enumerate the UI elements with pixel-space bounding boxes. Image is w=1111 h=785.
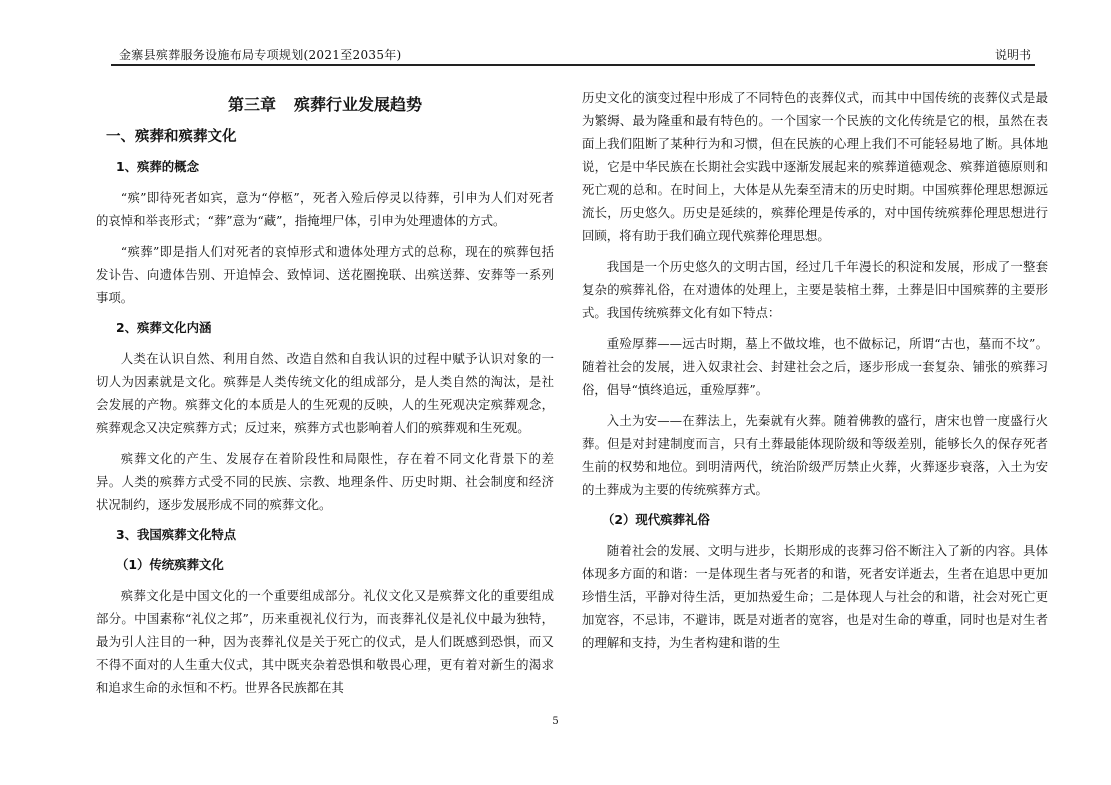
paragraph: “殡”即待死者如宾，意为“停柩”，死者入殓后停灵以待葬，引申为人们对死者的哀悼和举丧形式；“葬”意为“藏”，指掩埋尸体，引申为处理遗体的方式。 xyxy=(96,190,554,228)
paragraph: 殡葬文化是中国文化的一个重要组成部分。礼仪文化又是殡葬文化的重要组成部分。中国素称“礼仪之邦”，历来重视礼仪行为，而丧葬礼仪是礼仪中最为独特，最为引人注目的一种，因为丧葬礼仪是关于死亡的仪式，是人们既感到恐惧，而又不得不面对的人生重大仪式，其中既夹杂着恐惧和敬畏心理，更有着对新生的渴求和追求生命的永恒和不朽。世界各民族都在其 xyxy=(96,588,554,695)
paragraph: 殡葬文化的产生、发展存在着阶段性和局限性，存在着不同文化背景下的差异。人类的殡葬方式受不同的民族、宗教、地理条件、历史时期、社会制度和经济状况制约，逐步发展形成不同的殡葬文化。 xyxy=(96,451,554,512)
document-title: 金寨县殡葬服务设施布局专项规划(2021至2035年) xyxy=(119,48,402,62)
paragraph: 人类在认识自然、利用自然、改造自然和自我认识的过程中赋予认识对象的一切人为因素就是文化。殡葬是人类传统文化的组成部分，是人类自然的淘汰，是社会发展的产物。殡葬文化的本质是人的生死观的反映，人的生死观决定殡葬观念，殡葬观念又决定殡葬方式；反过来，殡葬方式也影响着人们的殡葬观和生死观。 xyxy=(96,351,554,435)
paragraph: “殡葬”即是指人们对死者的哀悼形式和遗体处理方式的总称，现在的殡葬包括发讣告、向遗体告别、开追悼会、致悼词、送花圈挽联、出殡送葬、安葬等一系列事项。 xyxy=(96,244,554,305)
chapter-number: 第三章 xyxy=(227,95,276,114)
subsection-heading: 3、我国殡葬文化特点 xyxy=(116,527,237,542)
right-column xyxy=(582,86,1048,662)
paragraph: 入土为安——在葬法上，先秦就有火葬。随着佛教的盛行，唐宋也曾一度盛行火葬。但是对封建制度而言，只有土葬最能体现阶级和等级差别，能够长久的保存死者生前的权势和地位。到明清两代，统治阶级严厉禁止火葬，火葬逐步衰落，入土为安的土葬成为主要的传统殡葬方式。 xyxy=(582,413,1048,497)
left-column xyxy=(96,86,554,707)
paragraph: 我国是一个历史悠久的文明古国，经过几千年漫长的积淀和发展，形成了一整套复杂的殡葬礼俗，在对遗体的处理上，主要是装棺土葬，土葬是旧中国殡葬的主要形式。我国传统殡葬文化有如下特点： xyxy=(582,259,1048,320)
page-number: 5 xyxy=(552,716,559,727)
subsection-heading: （2）现代殡葬礼俗 xyxy=(602,512,710,527)
subsection-heading: 2、殡葬文化内涵 xyxy=(116,320,212,335)
page-header xyxy=(111,44,1035,66)
paragraph: 随着社会的发展、文明与进步，长期形成的丧葬习俗不断注入了新的内容。具体体现多方面的和谐：一是体现生者与死者的和谐，死者安详逝去，生者在追思中更加珍惜生活，平静对待生活，更加热爱生命；二是体现人与社会的和谐，社会对死亡更加宽容，不忌讳，不避讳，既是对逝者的宽容，也是对生命的尊重，同时也是对生者的理解和支持，为生者构建和谐的生 xyxy=(582,543,1048,650)
subsection-heading: 1、殡葬的概念 xyxy=(116,159,199,174)
section-heading: 一、殡葬和殡葬文化 xyxy=(106,129,237,145)
paragraph-continued: 历史文化的演变过程中形成了不同特色的丧葬仪式，而其中中国传统的丧葬仪式是最为繁缛、最为隆重和最有特色的。一个国家一个民族的文化传统是它的根，虽然在表面上我们阻断了某种行为和习惯，但在民族的心理上我们不可能轻易地了断。具体地说，它是中华民族在长期社会实践中逐渐发展起来的殡葬道德观念、殡葬道德原则和死亡观的总和。在时间上，大体是从先秦至清末的历史时期。中国殡葬伦理思想源远流长，历史悠久。历史是延续的，殡葬伦理是传承的，对中国传统殡葬伦理思想进行回顾，将有助于我们确立现代殡葬伦理思想。 xyxy=(582,90,1048,243)
paragraph: 重殓厚葬——远古时期，墓上不做坟堆，也不做标记，所谓“古也，墓而不坟”。随着社会的发展，进入奴隶社会、封建社会之后，逐步形成一套复杂、铺张的殡葬习俗，倡导“慎终追远，重殓厚葬”。 xyxy=(582,336,1048,397)
subsection-heading: （1）传统殡葬文化 xyxy=(116,557,224,572)
document-type-label: 说明书 xyxy=(994,48,1031,62)
chapter-title: 殡葬行业发展趋势 xyxy=(294,95,423,114)
chapter-heading xyxy=(96,94,554,116)
